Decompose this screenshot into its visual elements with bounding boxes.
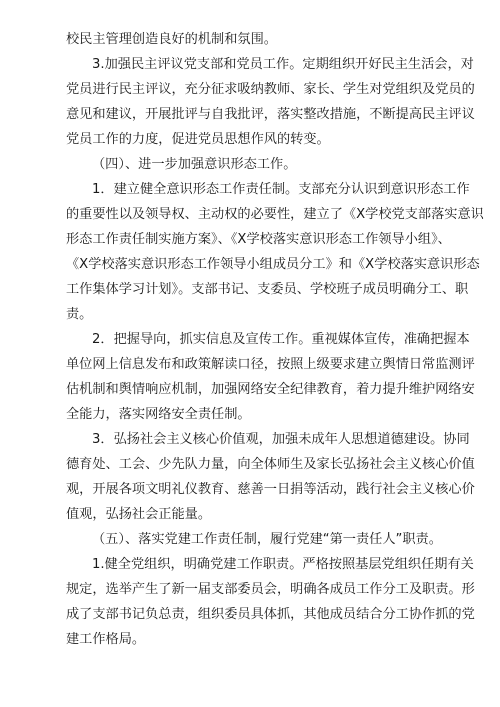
document-text-line: 工作集体学习计划》。支部书记、支委员、学校班子成员明确分工、职 — [66, 282, 469, 297]
document-text-line: 观，开展各项文明礼仪教育、慈善一日捐等活动，践行社会主义核心价 — [66, 482, 475, 497]
document-text-line: 2．把握导向，抓实信息及宣传工作。重视媒体宣传，准确把握本 — [92, 332, 470, 347]
document-text-line: 校民主管理创造良好的机制和氛围。 — [66, 32, 277, 47]
document-text-line: 建工作格局。 — [66, 632, 146, 647]
document-text-line: 意见和建议，开展批评与自我批评，落实整改措施，不断提高民主评议 — [66, 107, 475, 122]
document-text-line: 3.加强民主评议党支部和党员工作。定期组织开好民主生活会，对 — [92, 57, 474, 72]
document-text-line: 规定，选举产生了新一届支部委员会，明确各成员工作分工及职责。形 — [66, 582, 475, 597]
document-text-line: 德育处、工会、少先队力量，向全体师生及家长弘扬社会主义核心价值 — [66, 457, 475, 472]
document-text-line: 1．建立健全意识形态工作责任制。支部充分认识到意识形态工作 — [92, 182, 470, 197]
document-text-line: 的重要性以及领导权、主动权的必要性，建立了《X学校党支部落实意识 — [66, 207, 484, 222]
document-text-line: 单位网上信息发布和政策解读口径，按照上级要求建立舆情日常监测评 — [66, 357, 475, 372]
document-page — [66, 27, 484, 652]
document-text-line: （五）、落实党建工作责任制，履行党建“第一责任人”职责。 — [92, 532, 442, 547]
document-text-line: 党员工作的力度，促进党员思想作风的转变。 — [66, 132, 330, 147]
document-text-line: 《X学校落实意识形态工作领导小组成员分工》和《X学校落实意识形态 — [66, 257, 480, 272]
document-text-line: 责。 — [66, 307, 93, 322]
document-text-line: 估机制和舆情响应机制，加强网络安全纪律教育，着力提升维护网络安 — [66, 382, 475, 397]
document-text-line: （四）、进一步加强意识形态工作。 — [92, 157, 297, 172]
document-text-line: 3．弘扬社会主义核心价值观，加强未成年人思想道德建设。协同 — [92, 432, 470, 447]
document-text-line: 党员进行民主评议，充分征求吸纳教师、家长、学生对党组织及党员的 — [66, 82, 475, 97]
document-text-line: 全能力，落实网络安全责任制。 — [66, 407, 251, 422]
document-text-line: 成了支部书记负总责，组织委员具体抓，其他成员结合分工协作抓的党 — [66, 607, 475, 622]
document-text-line: 值观，弘扬社会正能量。 — [66, 507, 212, 522]
document-text-line: 形态工作责任制实施方案》、《X学校落实意识形态工作领导小组》、 — [66, 232, 451, 247]
document-text-line: 1.健全党组织，明确党建工作职责。严格按照基层党组织任期有关 — [92, 557, 474, 572]
